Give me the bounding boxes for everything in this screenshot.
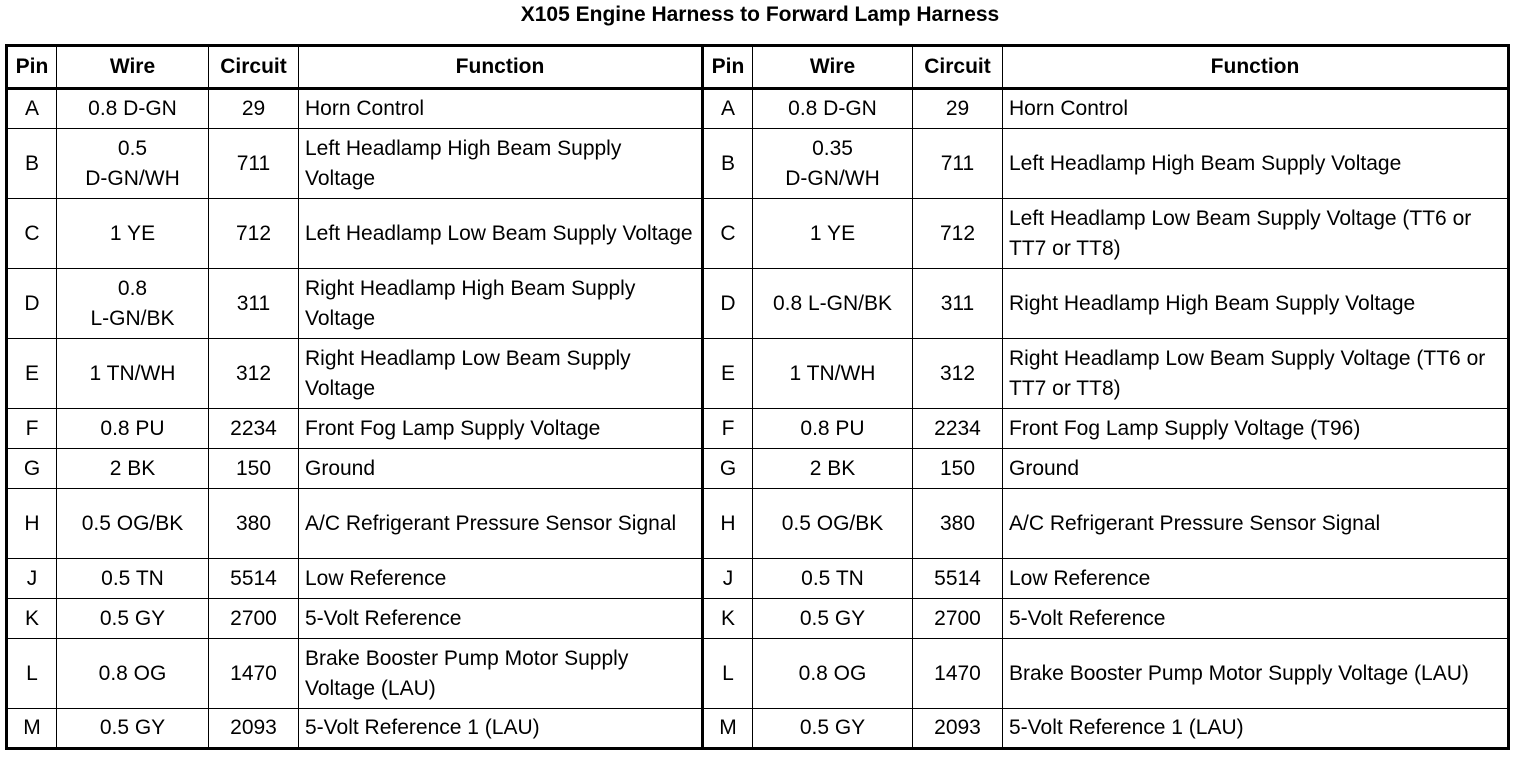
right-wire-cell: 0.8 L-GN/BK (753, 269, 913, 339)
right-function-cell: 5-Volt Reference (1003, 599, 1509, 639)
header-function: Function (1003, 46, 1509, 89)
header-wire: Wire (753, 46, 913, 89)
left-pin-cell: D (7, 269, 57, 339)
left-circuit-cell: 150 (209, 449, 299, 489)
table-row (7, 339, 1509, 409)
header-circuit: Circuit (209, 46, 299, 89)
right-circuit-cell: 29 (913, 89, 1003, 129)
table-row (7, 199, 1509, 269)
right-function-cell: Ground (1003, 449, 1509, 489)
left-circuit-cell: 2234 (209, 409, 299, 449)
left-pin-cell: K (7, 599, 57, 639)
connector-table (5, 44, 1510, 750)
left-wire-cell: 0.5 GY (57, 709, 209, 749)
left-function-cell: 5-Volt Reference (299, 599, 703, 639)
right-circuit-cell: 2234 (913, 409, 1003, 449)
right-pin-cell: H (703, 489, 753, 559)
right-function-cell: Left Headlamp High Beam Supply Voltage (1003, 129, 1509, 199)
right-pin-cell: K (703, 599, 753, 639)
right-wire-cell: 0.5 OG/BK (753, 489, 913, 559)
table-row (7, 129, 1509, 199)
right-wire-cell: 0.8 PU (753, 409, 913, 449)
left-function-cell: Left Headlamp Low Beam Supply Voltage (299, 199, 703, 269)
right-pin-cell: A (703, 89, 753, 129)
left-wire-cell: 0.8 OG (57, 639, 209, 709)
right-circuit-cell: 711 (913, 129, 1003, 199)
right-pin-cell: G (703, 449, 753, 489)
right-function-cell: Left Headlamp Low Beam Supply Voltage (TT6 or TT7 or TT8) (1003, 199, 1509, 269)
left-circuit-cell: 29 (209, 89, 299, 129)
right-wire-cell: 1 YE (753, 199, 913, 269)
right-wire-cell: 2 BK (753, 449, 913, 489)
left-function-cell: Ground (299, 449, 703, 489)
right-wire-cell: 0.5 GY (753, 709, 913, 749)
left-pin-cell: B (7, 129, 57, 199)
right-circuit-cell: 712 (913, 199, 1003, 269)
table-row (7, 599, 1509, 639)
right-circuit-cell: 150 (913, 449, 1003, 489)
left-wire-cell: 1 YE (57, 199, 209, 269)
right-function-cell: 5-Volt Reference 1 (LAU) (1003, 709, 1509, 749)
right-pin-cell: F (703, 409, 753, 449)
right-function-cell: A/C Refrigerant Pressure Sensor Signal (1003, 489, 1509, 559)
right-wire-cell: 0.35 D-GN/WH (753, 129, 913, 199)
right-circuit-cell: 380 (913, 489, 1003, 559)
left-wire-cell: 0.5 GY (57, 599, 209, 639)
right-function-cell: Low Reference (1003, 559, 1509, 599)
header-pin: Pin (7, 46, 57, 89)
right-wire-cell: 0.5 GY (753, 599, 913, 639)
header-wire: Wire (57, 46, 209, 89)
left-function-cell: Brake Booster Pump Motor Supply Voltage (LAU) (299, 639, 703, 709)
left-pin-cell: F (7, 409, 57, 449)
right-circuit-cell: 312 (913, 339, 1003, 409)
right-function-cell: Front Fog Lamp Supply Voltage (T96) (1003, 409, 1509, 449)
right-pin-cell: J (703, 559, 753, 599)
left-circuit-cell: 2700 (209, 599, 299, 639)
right-function-cell: Horn Control (1003, 89, 1509, 129)
left-circuit-cell: 712 (209, 199, 299, 269)
right-function-cell: Right Headlamp High Beam Supply Voltage (1003, 269, 1509, 339)
right-circuit-cell: 311 (913, 269, 1003, 339)
right-pin-cell: L (703, 639, 753, 709)
right-pin-cell: C (703, 199, 753, 269)
left-wire-cell: 0.5 D-GN/WH (57, 129, 209, 199)
left-wire-cell: 0.8 PU (57, 409, 209, 449)
left-function-cell: Right Headlamp Low Beam Supply Voltage (299, 339, 703, 409)
left-pin-cell: M (7, 709, 57, 749)
left-pin-cell: A (7, 89, 57, 129)
left-pin-cell: C (7, 199, 57, 269)
left-wire-cell: 0.8 D-GN (57, 89, 209, 129)
left-function-cell: A/C Refrigerant Pressure Sensor Signal (299, 489, 703, 559)
left-function-cell: 5-Volt Reference 1 (LAU) (299, 709, 703, 749)
header-circuit: Circuit (913, 46, 1003, 89)
left-circuit-cell: 311 (209, 269, 299, 339)
table-row (7, 409, 1509, 449)
left-function-cell: Left Headlamp High Beam Supply Voltage (299, 129, 703, 199)
table-row (7, 559, 1509, 599)
right-pin-cell: M (703, 709, 753, 749)
right-circuit-cell: 2093 (913, 709, 1003, 749)
left-circuit-cell: 711 (209, 129, 299, 199)
right-circuit-cell: 2700 (913, 599, 1003, 639)
left-function-cell: Low Reference (299, 559, 703, 599)
right-function-cell: Right Headlamp Low Beam Supply Voltage (TT6 or TT7 or TT8) (1003, 339, 1509, 409)
right-pin-cell: B (703, 129, 753, 199)
header-function: Function (299, 46, 703, 89)
left-circuit-cell: 5514 (209, 559, 299, 599)
table-row (7, 709, 1509, 749)
right-wire-cell: 0.8 D-GN (753, 89, 913, 129)
table-title: X105 Engine Harness to Forward Lamp Harness (520, 3, 1000, 26)
left-circuit-cell: 1470 (209, 639, 299, 709)
table-row (7, 89, 1509, 129)
left-pin-cell: J (7, 559, 57, 599)
left-function-cell: Right Headlamp High Beam Supply Voltage (299, 269, 703, 339)
left-pin-cell: G (7, 449, 57, 489)
left-wire-cell: 0.5 TN (57, 559, 209, 599)
left-pin-cell: H (7, 489, 57, 559)
table-row (7, 489, 1509, 559)
left-function-cell: Front Fog Lamp Supply Voltage (299, 409, 703, 449)
left-function-cell: Horn Control (299, 89, 703, 129)
left-wire-cell: 2 BK (57, 449, 209, 489)
right-wire-cell: 0.8 OG (753, 639, 913, 709)
right-pin-cell: D (703, 269, 753, 339)
right-wire-cell: 1 TN/WH (753, 339, 913, 409)
right-function-cell: Brake Booster Pump Motor Supply Voltage (LAU) (1003, 639, 1509, 709)
header-pin: Pin (703, 46, 753, 89)
right-pin-cell: E (703, 339, 753, 409)
table-row (7, 269, 1509, 339)
header-row (7, 46, 1509, 89)
left-wire-cell: 0.8 L-GN/BK (57, 269, 209, 339)
left-pin-cell: E (7, 339, 57, 409)
left-circuit-cell: 380 (209, 489, 299, 559)
table-row (7, 639, 1509, 709)
left-wire-cell: 0.5 OG/BK (57, 489, 209, 559)
left-pin-cell: L (7, 639, 57, 709)
left-circuit-cell: 312 (209, 339, 299, 409)
right-circuit-cell: 1470 (913, 639, 1003, 709)
right-circuit-cell: 5514 (913, 559, 1003, 599)
table-row (7, 449, 1509, 489)
left-wire-cell: 1 TN/WH (57, 339, 209, 409)
left-circuit-cell: 2093 (209, 709, 299, 749)
right-wire-cell: 0.5 TN (753, 559, 913, 599)
